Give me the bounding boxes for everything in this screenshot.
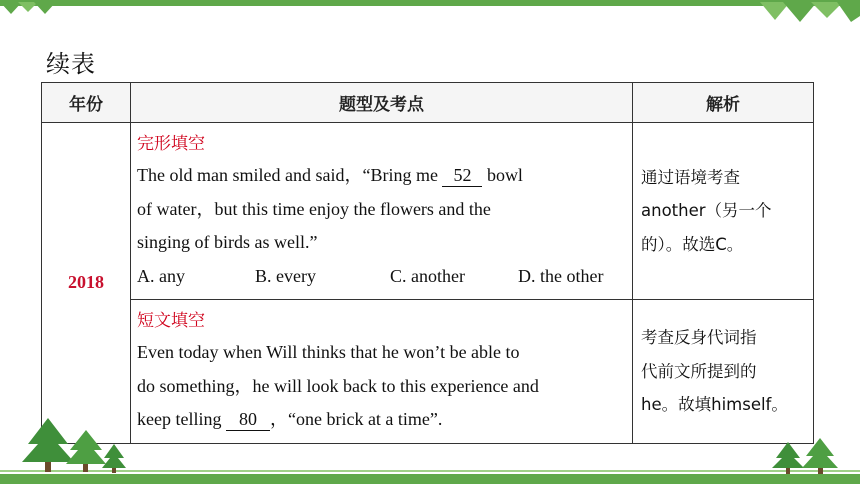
analysis-line: 代前文所提到的 [641, 361, 757, 381]
question-line: do something，he will look back to this experience and [137, 375, 539, 396]
question-cell-passage [131, 300, 633, 444]
analysis-line: 考查反身代词指 [641, 328, 757, 347]
top-left-triangle-decoration [0, 2, 70, 18]
top-border-bar [0, 0, 860, 6]
option-d: D. the other [518, 265, 604, 286]
question-type-label: 短文填空 [137, 311, 205, 331]
question-line: keep telling 80 ，“one brick at a time”. [137, 409, 443, 429]
left-tree-decoration [18, 416, 128, 476]
analysis-line: another（另一个 [641, 201, 772, 221]
bottom-thin-line [0, 470, 860, 472]
question-line: singing of birds as well.” [137, 232, 318, 252]
question-type-label: 完形填空 [137, 134, 205, 154]
exam-analysis-table [41, 82, 814, 444]
question-line: Even today when Will thinks that he won’t be able to [137, 342, 520, 362]
top-right-triangle-decoration [755, 2, 860, 24]
answer-blank: 52 [442, 164, 482, 187]
question-line: The old man smiled and said，“Bring me 52 bowl [137, 165, 523, 185]
option-c: C. another [390, 265, 465, 286]
analysis-line: 通过语境考查 [641, 167, 740, 187]
table-row-passage-fill [42, 300, 814, 444]
right-tree-decoration [770, 436, 850, 476]
year-cell: 2018 [42, 123, 131, 444]
bottom-border-bar [0, 474, 860, 484]
answer-blank: 80 [226, 408, 270, 431]
table-row-cloze [42, 123, 814, 300]
option-a: A. any [137, 265, 185, 286]
analysis-cell-passage [633, 300, 814, 444]
header-year: 年份 [42, 83, 131, 123]
analysis-line: he。故填himself。 [641, 395, 788, 414]
header-question-type: 题型及考点 [131, 83, 633, 123]
analysis-line: 的）。故选C。 [641, 234, 744, 254]
table-header-row [42, 83, 814, 123]
question-line: of water，but this time enjoy the flowers and the [137, 198, 491, 219]
option-b: B. every [255, 265, 316, 286]
answer-options [137, 260, 624, 294]
analysis-cell-cloze [633, 123, 814, 300]
page-title: 续表 [46, 50, 96, 78]
question-cell-cloze [131, 123, 633, 300]
header-analysis: 解析 [633, 83, 814, 123]
